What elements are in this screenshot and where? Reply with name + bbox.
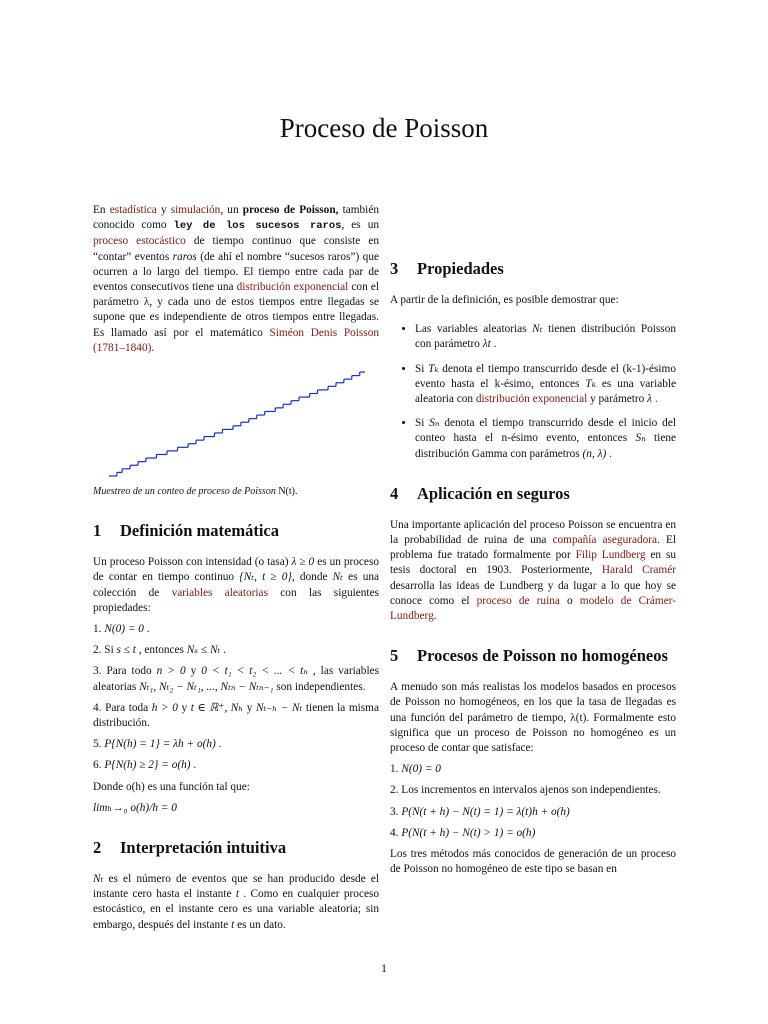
link-distribucion-exponencial[interactable]: distribución exponencial — [236, 281, 349, 294]
link-variables-aleatorias[interactable]: variables aleatorias — [171, 586, 268, 599]
sec1-limit: limₕ→₀ o(h)/h = 0 — [93, 801, 177, 814]
sec1-item-4: 4. Para toda h > 0 y t ∈ ℝ⁺, Nₕ y Nₜ₋ₕ − Nₜ tienen la misma distribución. — [93, 701, 379, 730]
link-simeon-poisson[interactable]: Siméon Denis Poisson (1781–1840) — [93, 326, 380, 354]
link-simulacion[interactable]: simulación — [170, 204, 221, 216]
sec1-item-3: 3. Para todo n > 0 y 0 < t₁ < t₂ < ... < tₙ , las variables aleatorias Nₜ₁, Nₜ₂ − Nₜ₁, ..., Nₜₙ − Nₜₙ₋₁ son independientes. — [93, 665, 380, 693]
list-item: • Si Tₖ denota el tiempo transcurrido desde el (k-1)-ésimo evento hasta el k-ésimo, entonces Tₖ es una variable aleatoria con distribución exponencial y parámetro λ . — [415, 362, 676, 408]
sec1-donde: Donde o(h) es una función tal que: — [93, 780, 250, 793]
sec5-item-4: 4. P(N(t + h) − N(t) > 1) = o(h) — [390, 826, 536, 839]
sec5-item-3: 3. P(N(t + h) − N(t) = 1) = λ(t)h + o(h) — [390, 805, 570, 818]
list-item: • Las variables aleatorias Nₜ tienen distribución Poisson con parámetro λt . — [415, 322, 676, 352]
sec1-paragraph: Un proceso Poisson con intensidad (o tasa) λ ≥ 0 es un proceso de contar en tiempo continuo {Nₜ, t ≥ 0}, donde Nₜ es una colección de variables aleatorias con las siguientes propiedades: — [93, 556, 380, 614]
intro-paragraph: En estadística y simulación, un proceso de Poisson, también conocido como ley de los sucesos raros, es un proceso estocástico de tiempo continuo que consiste en “contar” eventos raros (de ahí el nombre “sucesos raros”) que ocurren a lo largo del tiempo. El tiempo entre cada par de eventos consecutivos tiene una distribución exponencial con el parámetro λ, y cada uno de estos tiempos entre llegadas se supone que es independiente de otros tiempos entre llegadas. Es llamado así por el matemático Siméon Denis Poisson (1781–1840). — [93, 204, 380, 354]
sec1-item-5: 5. P{N(h) = 1} = λh + o(h) . — [93, 738, 222, 751]
link-estadistica[interactable]: estadística — [109, 204, 157, 216]
link-filip-lundberg[interactable]: Filip Lundberg — [575, 549, 646, 562]
sec5-paragraph: A menudo son más realistas los modelos basados en procesos de Poisson no homogéneos, en los que la tasa de llegadas es una función del parámetro de tiempo, λ(t). Formalmente esto significa que un proceso de Poisson no homogéneo es un proceso de contar que satisface: — [390, 681, 676, 755]
link-proceso-de-ruina[interactable]: proceso de ruina — [476, 594, 560, 607]
link-harald-cramer[interactable]: Harald Cramér — [601, 564, 676, 577]
left-column — [93, 203, 379, 939]
sec1-item-1: 1. N(0) = 0 . — [93, 623, 150, 636]
page-number: 1 — [381, 961, 387, 975]
link-compania-aseguradora[interactable]: compañía aseguradora — [552, 534, 658, 547]
section-4-heading: 4 Aplicación en seguros — [390, 483, 570, 503]
section-1-heading: 1 Definición matemática — [93, 521, 279, 541]
sec2-paragraph: Nₜ es el número de eventos que se han producido desde el instante cero hasta el instante t . Como en cualquier proceso estocástico, en el instante cero es una variable aleatoria; sin embargo, después del instante t es un dato. — [93, 873, 380, 931]
section-2-heading: 2 Interpretación intuitiva — [93, 838, 287, 858]
sec5-last-paragraph: Los tres métodos más conocidos de generación de un proceso de Poisson no homogéneo de este tipo se basan en — [390, 848, 676, 876]
sec1-item-6: 6. P{N(h) ≥ 2} = o(h) . — [93, 759, 197, 772]
section-3-heading: 3 Propiedades — [390, 259, 504, 278]
sec1-item-2: 2. Si s ≤ t , entonces Nₛ ≤ Nₜ . — [93, 644, 226, 657]
poisson-step-chart — [97, 368, 369, 480]
link-proceso-estocastico[interactable]: proceso estocástico — [93, 235, 186, 248]
list-item: • Si Sₙ denota el tiempo transcurrido desde el inicio del conteo hasta el n-ésimo evento, entonces Sₙ tiene distribución Gamma con parámetros (n, λ) . — [415, 416, 676, 462]
figure-caption: Muestreo de un conteo de proceso de Poisson N(t). — [93, 486, 298, 498]
sec5-item-2: 2. Los incrementos en intervalos ajenos son independientes. — [390, 784, 661, 797]
section-5-heading: 5 Procesos de Poisson no homogéneos — [390, 646, 668, 666]
link-distribucion-exponencial-2[interactable]: distribución exponencial — [475, 393, 588, 406]
page-title: Proceso de Poisson — [279, 113, 489, 143]
link-modelo-cramer-lundberg[interactable]: modelo de Crámer-Lundberg — [390, 594, 677, 623]
sec3-list — [390, 322, 676, 462]
right-column — [390, 203, 676, 883]
sec3-intro: A partir de la definición, es posible demostrar que: — [390, 294, 619, 306]
sec4-paragraph: Una importante aplicación del proceso Poisson se encuentra en la probabilidad de ruina de una compañía aseguradora. El problema fue tratado formalmente por Filip Lundberg en su tesis doctoral en 1903. Posteriormente, Harald Cramér desarrolla las ideas de Lundberg y da lugar a lo que hoy se conoce como el proceso de ruina o modelo de Crámer-Lundberg. — [390, 518, 677, 623]
sec5-item-1: 1. N(0) = 0 — [390, 763, 441, 776]
